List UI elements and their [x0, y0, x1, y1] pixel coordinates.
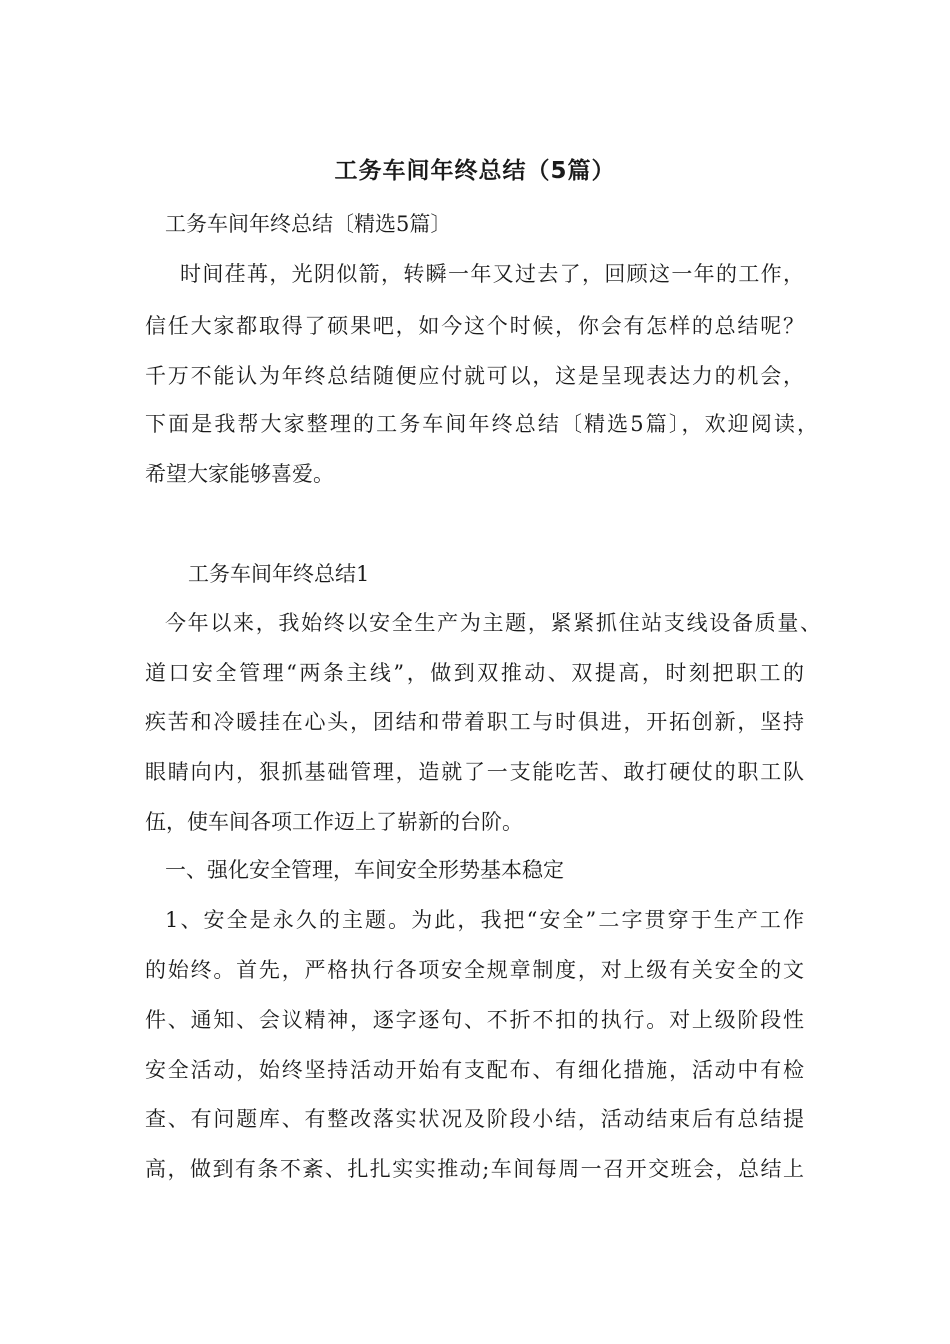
document-title: 工务车间年终总结（5篇） [334, 158, 616, 184]
paragraph-line: 信任大家都取得了硕果吧，如今这个时候，你会有怎样的总结呢？ [145, 314, 804, 338]
paragraph-line: 千万不能认为年终总结随便应付就可以，这是呈现表达力的机会， [145, 364, 804, 388]
document-subtitle: 工务车间年终总结〔精选5篇〕 [165, 212, 452, 236]
paragraph-line: 1、安全是永久的主题。为此，我把“安全”二字贯穿于生产工作 [165, 908, 804, 932]
paragraph-line: 的始终。首先，严格执行各项安全规章制度，对上级有关安全的文 [145, 958, 804, 982]
paragraph-line: 道口安全管理“两条主线”，做到双推动、双提高，时刻把职工的 [145, 661, 804, 685]
paragraph-line: 眼睛向内，狠抓基础管理，造就了一支能吃苦、敢打硬仗的职工队 [145, 760, 804, 784]
paragraph-line: 伍，使车间各项工作迈上了崭新的台阶。 [145, 810, 523, 834]
subheading: 一、强化安全管理，车间安全形势基本稳定 [165, 858, 564, 882]
paragraph-line: 高，做到有条不紊、扎扎实实推动;车间每周一召开交班会，总结上 [145, 1157, 804, 1181]
paragraph-line: 时间荏苒，光阴似箭，转瞬一年又过去了，回顾这一年的工作， [180, 262, 804, 286]
paragraph-line: 希望大家能够喜爱。 [145, 462, 334, 486]
paragraph-line: 今年以来，我始终以安全生产为主题，紧紧抓住站支线设备质量、 [165, 611, 821, 635]
section-heading: 工务车间年终总结1 [188, 562, 370, 586]
paragraph-line: 查、有问题库、有整改落实状况及阶段小结，活动结束后有总结提 [145, 1107, 804, 1131]
paragraph-line: 下面是我帮大家整理的工务车间年终总结〔精选5篇〕，欢迎阅读， [145, 412, 818, 436]
paragraph-line: 疾苦和冷暖挂在心头，团结和带着职工与时俱进，开拓创新，坚持 [145, 710, 804, 734]
paragraph-line: 安全活动，始终坚持活动开始有支配布、有细化措施，活动中有检 [145, 1058, 804, 1082]
paragraph-line: 件、通知、会议精神，逐字逐句、不折不扣的执行。对上级阶段性 [145, 1008, 804, 1032]
